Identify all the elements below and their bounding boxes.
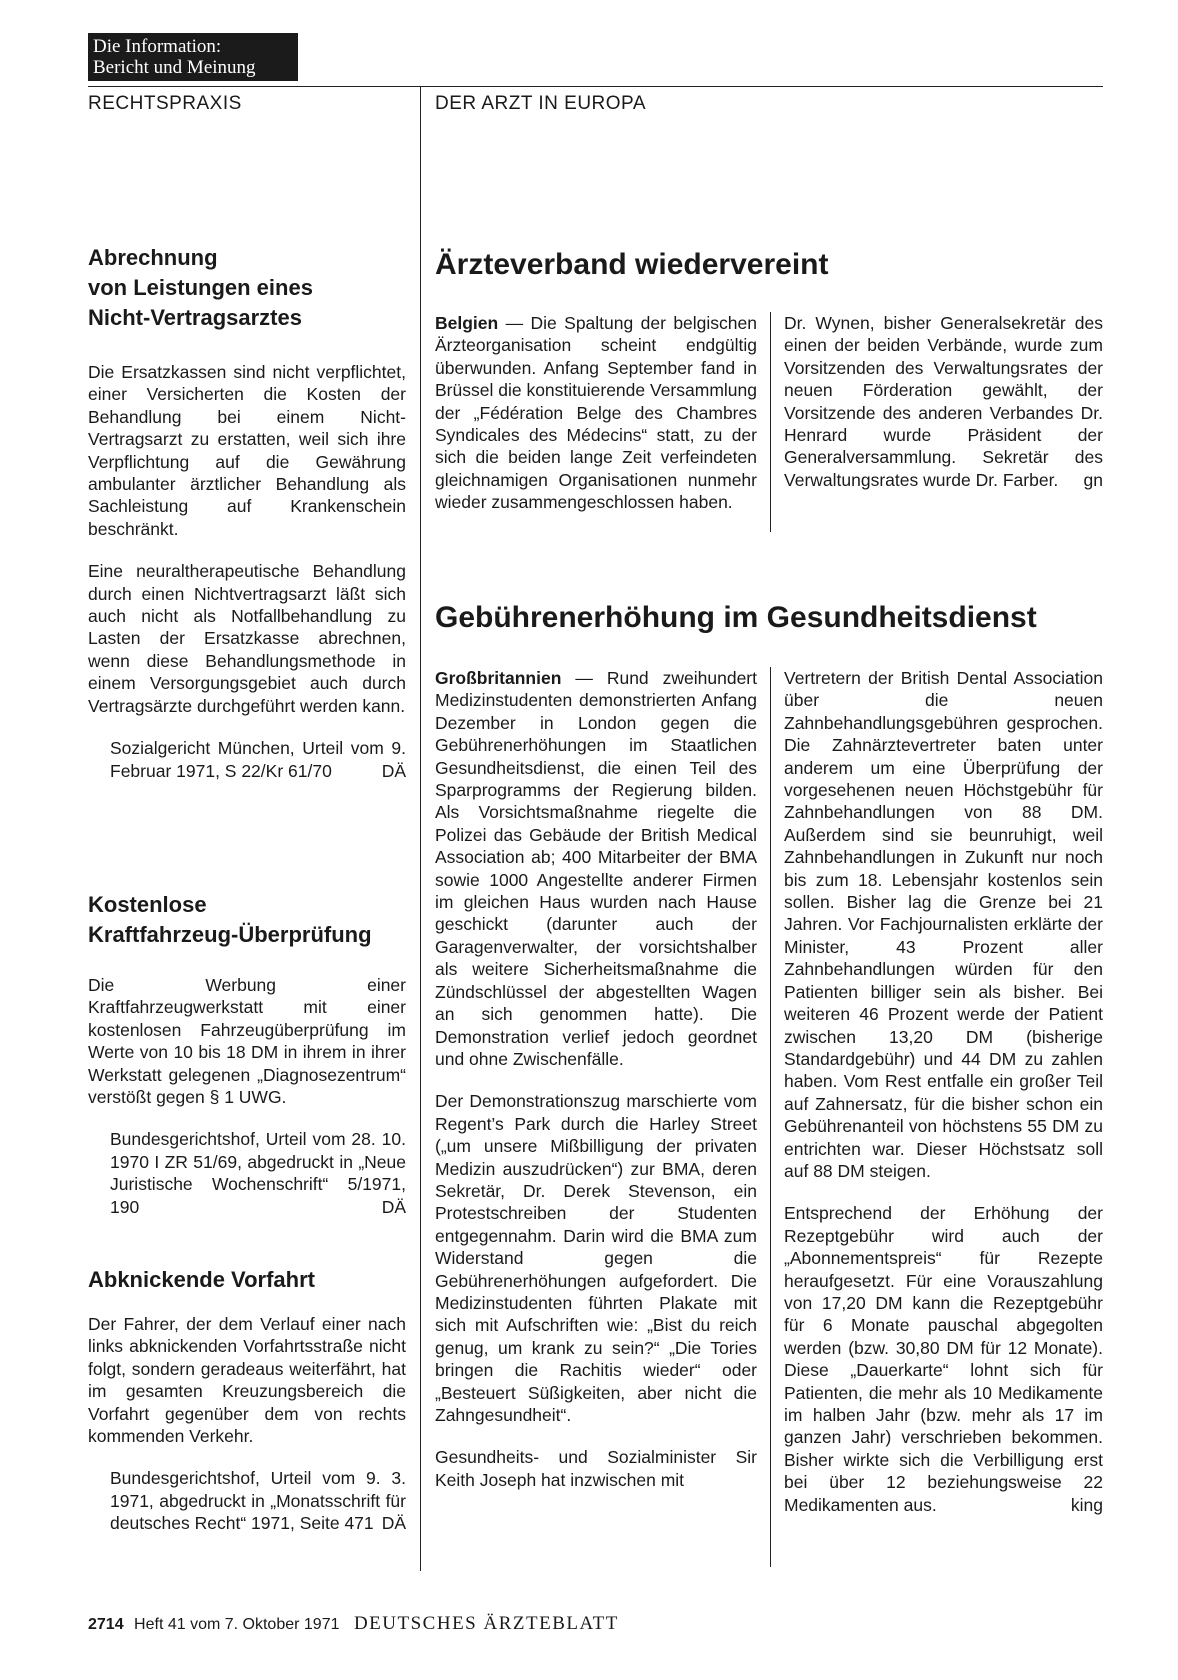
title-line: Abrechnung — [88, 245, 218, 270]
article-paragraph: — Rund zweihundert Medizinstudenten demonstrierten Anfang Dezember in London gegen die Gebührenerhöhungen im Staatlichen Gesundheitsdienst, die einen Teil des Sparprogramms der Regierung bilden. Als Vorsichtsmaßnahme riegelte die Polizei das Gebäude der British Medical Association ab; 400 Mitarbeiter der BMA sowie 1000 Angestellte anderer Firmen im gleichen Haus wurden nach Hause geschickt (darunter auch der Garagenverwalter, der vorsichtshalber als weitere Sicherheitsmaßnahme die Zündschlüssel der abgestellten Wagen an sich genommen hatte). Die Demonstration verlief jedoch geordnet und ohne Zwischenfälle. — [435, 668, 757, 1069]
article-paragraph: Entsprechend der Erhöhung der Rezeptgebühr wird auch der „Abonnementspreis“ für Rezepte heraufgesetzt. Für eine Vorauszahlung von 17,20 DM kann die Rezeptgebühr für 6 Monate pauschal abgegolten werden (bzw. 30,80 DM für 12 Monate). Diese „Dauerkarte“ lohnt sich für Patienten, die mehr als 10 Medikamente im halben Jahr (bzw. mehr als 17 im ganzen Jahr) verschrieben bekommen. Bisher wirkte sich die Verbilligung erst bei über 12 beziehungsweise 22 Medikamenten aus. — [784, 1203, 1103, 1515]
issue-info: Heft 41 vom 7. Oktober 1971 — [134, 1616, 340, 1633]
article-vorfahrt — [88, 1265, 406, 1535]
author-signature: king — [1070, 1495, 1103, 1516]
article-paragraph: Eine neuraltherapeutische Behandlung durch einen Nichtvertragsarzt läßt sich auch nicht als Notfallbehandlung zu Lasten der Ersatzkasse abrechnen, wenn diese Behandlungsmethode in einem Versorgungsgebiet auch durch Vertragsärzte durchgeführt werden kann. — [88, 561, 406, 716]
article-gebuehren-col1 — [435, 667, 757, 1511]
title-line: Kraftfahrzeug-Überprüfung — [88, 922, 372, 947]
article-paragraph: Gesundheits- und Sozialminister Sir Keith Joseph hat inzwischen mit — [435, 1447, 757, 1490]
author-signature: DÄ — [381, 1196, 406, 1217]
article-gebuehren-col2 — [784, 667, 1103, 1516]
article-paragraph: Die Ersatzkassen sind nicht verpflichtet, einer Versicherten die Kosten der Behandlung bei einem Nicht-Vertragsarzt zu erstatten, weil sich ihre Verpflichtung auf die Gewährung ambulanter ärztlicher Behandlung als Sachleistung auf Krankenschein beschränkt. — [88, 362, 406, 539]
citation — [88, 1128, 406, 1218]
article-title — [88, 243, 406, 333]
page-footer — [88, 1613, 619, 1635]
citation-text: Sozialgericht München, Urteil vom 9. Februar 1971, S 22/Kr 61/70 — [110, 738, 406, 781]
article-aerzteverband-col1 — [435, 312, 757, 514]
dateline: Belgien — [435, 313, 499, 333]
column-divider-b2 — [770, 667, 771, 1567]
article-title-aerzteverband: Ärzteverband wiedervereint — [435, 248, 829, 281]
author-signature: DÄ — [381, 1513, 406, 1534]
article-paragraph: Die Werbung einer Kraftfahrzeugwerkstatt mit einer kostenlosen Fahrzeugüberprüfung im Werte von 10 bis 18 DM in ihrem in ihrer Werkstatt gelegenen „Diagnosezentrum“ verstößt gegen § 1 UWG. — [88, 975, 406, 1108]
article-paragraph: Dr. Wynen, bisher Generalsekretär des einen der beiden Verbände, wurde zum Vorsitzenden des Verwaltungsrates der neuen Förderation gewählt, der Vorsitzende des anderen Verbandes Dr. Henrard wurde Präsident der Generalversammlung. Sekretär des Verwaltungsrates wurde Dr. Farber. — [784, 313, 1103, 490]
section-label-right: DER ARZT IN EUROPA — [435, 93, 646, 114]
section-label-left: RECHTSPRAXIS — [88, 93, 242, 114]
article-title — [88, 890, 406, 950]
dateline: Großbritannien — [435, 668, 562, 688]
title-line: von Leistungen eines — [88, 275, 313, 300]
article-paragraph: Der Fahrer, der dem Verlauf einer nach links abknickenden Vorfahrtsstraße nicht folgt, sondern geradeaus weiterfährt, hat im gesamten Kreuzungsbereich die Vorfahrt gegenüber dem von rechts kommenden Verkehr. — [88, 1314, 406, 1447]
column-divider-b1 — [770, 312, 771, 532]
citation — [88, 737, 406, 782]
author-signature: DÄ — [381, 760, 406, 781]
article-title-gebuehren: Gebührenerhöhung im Gesundheitsdienst — [435, 601, 1037, 634]
citation-text: Bundesgerichtshof, Urteil vom 9. 3. 1971, abgedruckt in „Monatsschrift für deutsches Recht“ 1971, Seite 471 — [110, 1468, 406, 1534]
badge-line-1: Die Information: — [93, 36, 222, 57]
badge-line-2: Bericht und Meinung — [93, 57, 256, 78]
citation-text: Bundesgerichtshof, Urteil vom 28. 10. 1970 I ZR 51/69, abgedruckt in „Neue Juristische Wochenschrift“ 5/1971, 190 — [110, 1129, 406, 1217]
article-paragraph: — Die Spaltung der belgischen Ärzteorganisation scheint endgültig überwunden. Anfang September fand in Brüssel die konstituierende Versammlung der „Fédération Belge des Chambres Syndicales des Médecins“ statt, zu der sich die beiden lange Zeit verfeindeten gleichnamigen Organisationen nunmehr wieder zusammengeschlossen haben. — [435, 313, 757, 513]
article-title: Abknickende Vorfahrt — [88, 1267, 315, 1292]
article-abrechnung — [88, 243, 406, 782]
citation — [88, 1467, 406, 1534]
article-paragraph: Der Demonstrationszug marschierte vom Regent’s Park durch die Harley Street („um unsere Mißbilligung der privaten Medizin auszudrücken“) zur BMA, deren Sekretär, Dr. Derek Stevenson, ein Protestschreiben der Studenten entgegennahm. Darin wird die BMA zum Widerstand gegen die Gebührenerhöhungen aufgefordert. Die Medizinstudenten führten Plakate mit sich mit Aufschriften wie: „Bist du reich genug, um krank zu sein?“ „Die Tories bringen die Rachitis wieder“ oder „Besteuert Süßigkeiten, aber nicht die Zahngesundheit“. — [435, 1091, 757, 1425]
article-aerzteverband-col2 — [784, 312, 1103, 492]
article-kraftfahrzeug — [88, 890, 406, 1218]
magazine-name: DEUTSCHES ÄRZTEBLATT — [353, 1613, 619, 1634]
page-number: 2714 — [88, 1616, 124, 1633]
column-divider — [420, 86, 421, 1571]
header-rule — [88, 86, 1103, 87]
title-line: Nicht-Vertragsarztes — [88, 305, 302, 330]
title-line: Kostenlose — [88, 892, 207, 917]
publication-badge — [88, 33, 298, 81]
author-signature: gn — [1083, 470, 1103, 491]
article-paragraph: Vertretern der British Dental Association über die neuen Zahnbehandlungsgebühren gesprochen. Die Zahnärztevertreter baten unter anderem um eine Überprüfung der vorgesehenen neuen Höchstgebühr für Zahnbehandlungen von 88 DM. Außerdem sind sie beunruhigt, weil Zahnbehandlungen in Zukunft nur noch bis zum 18. Lebensjahr kostenlos sein sollen. Bisher lag die Grenze bei 21 Jahren. Vor Fachjournalisten erklärte der Minister, 43 Prozent aller Zahnbehandlungen würden für den Patienten billiger sein als bisher. Bei weiteren 46 Prozent werde der Patient zwischen 13,20 DM (bisherige Standardgebühr) und 44 DM zu zahlen haben. Vom Rest entfalle ein großer Teil auf Zahnersatz, für die bisher schon ein Gebührenanteil von höchstens 55 DM zu entrichten war. Dieser Höchstsatz soll auf 88 DM steigen. — [784, 668, 1103, 1181]
